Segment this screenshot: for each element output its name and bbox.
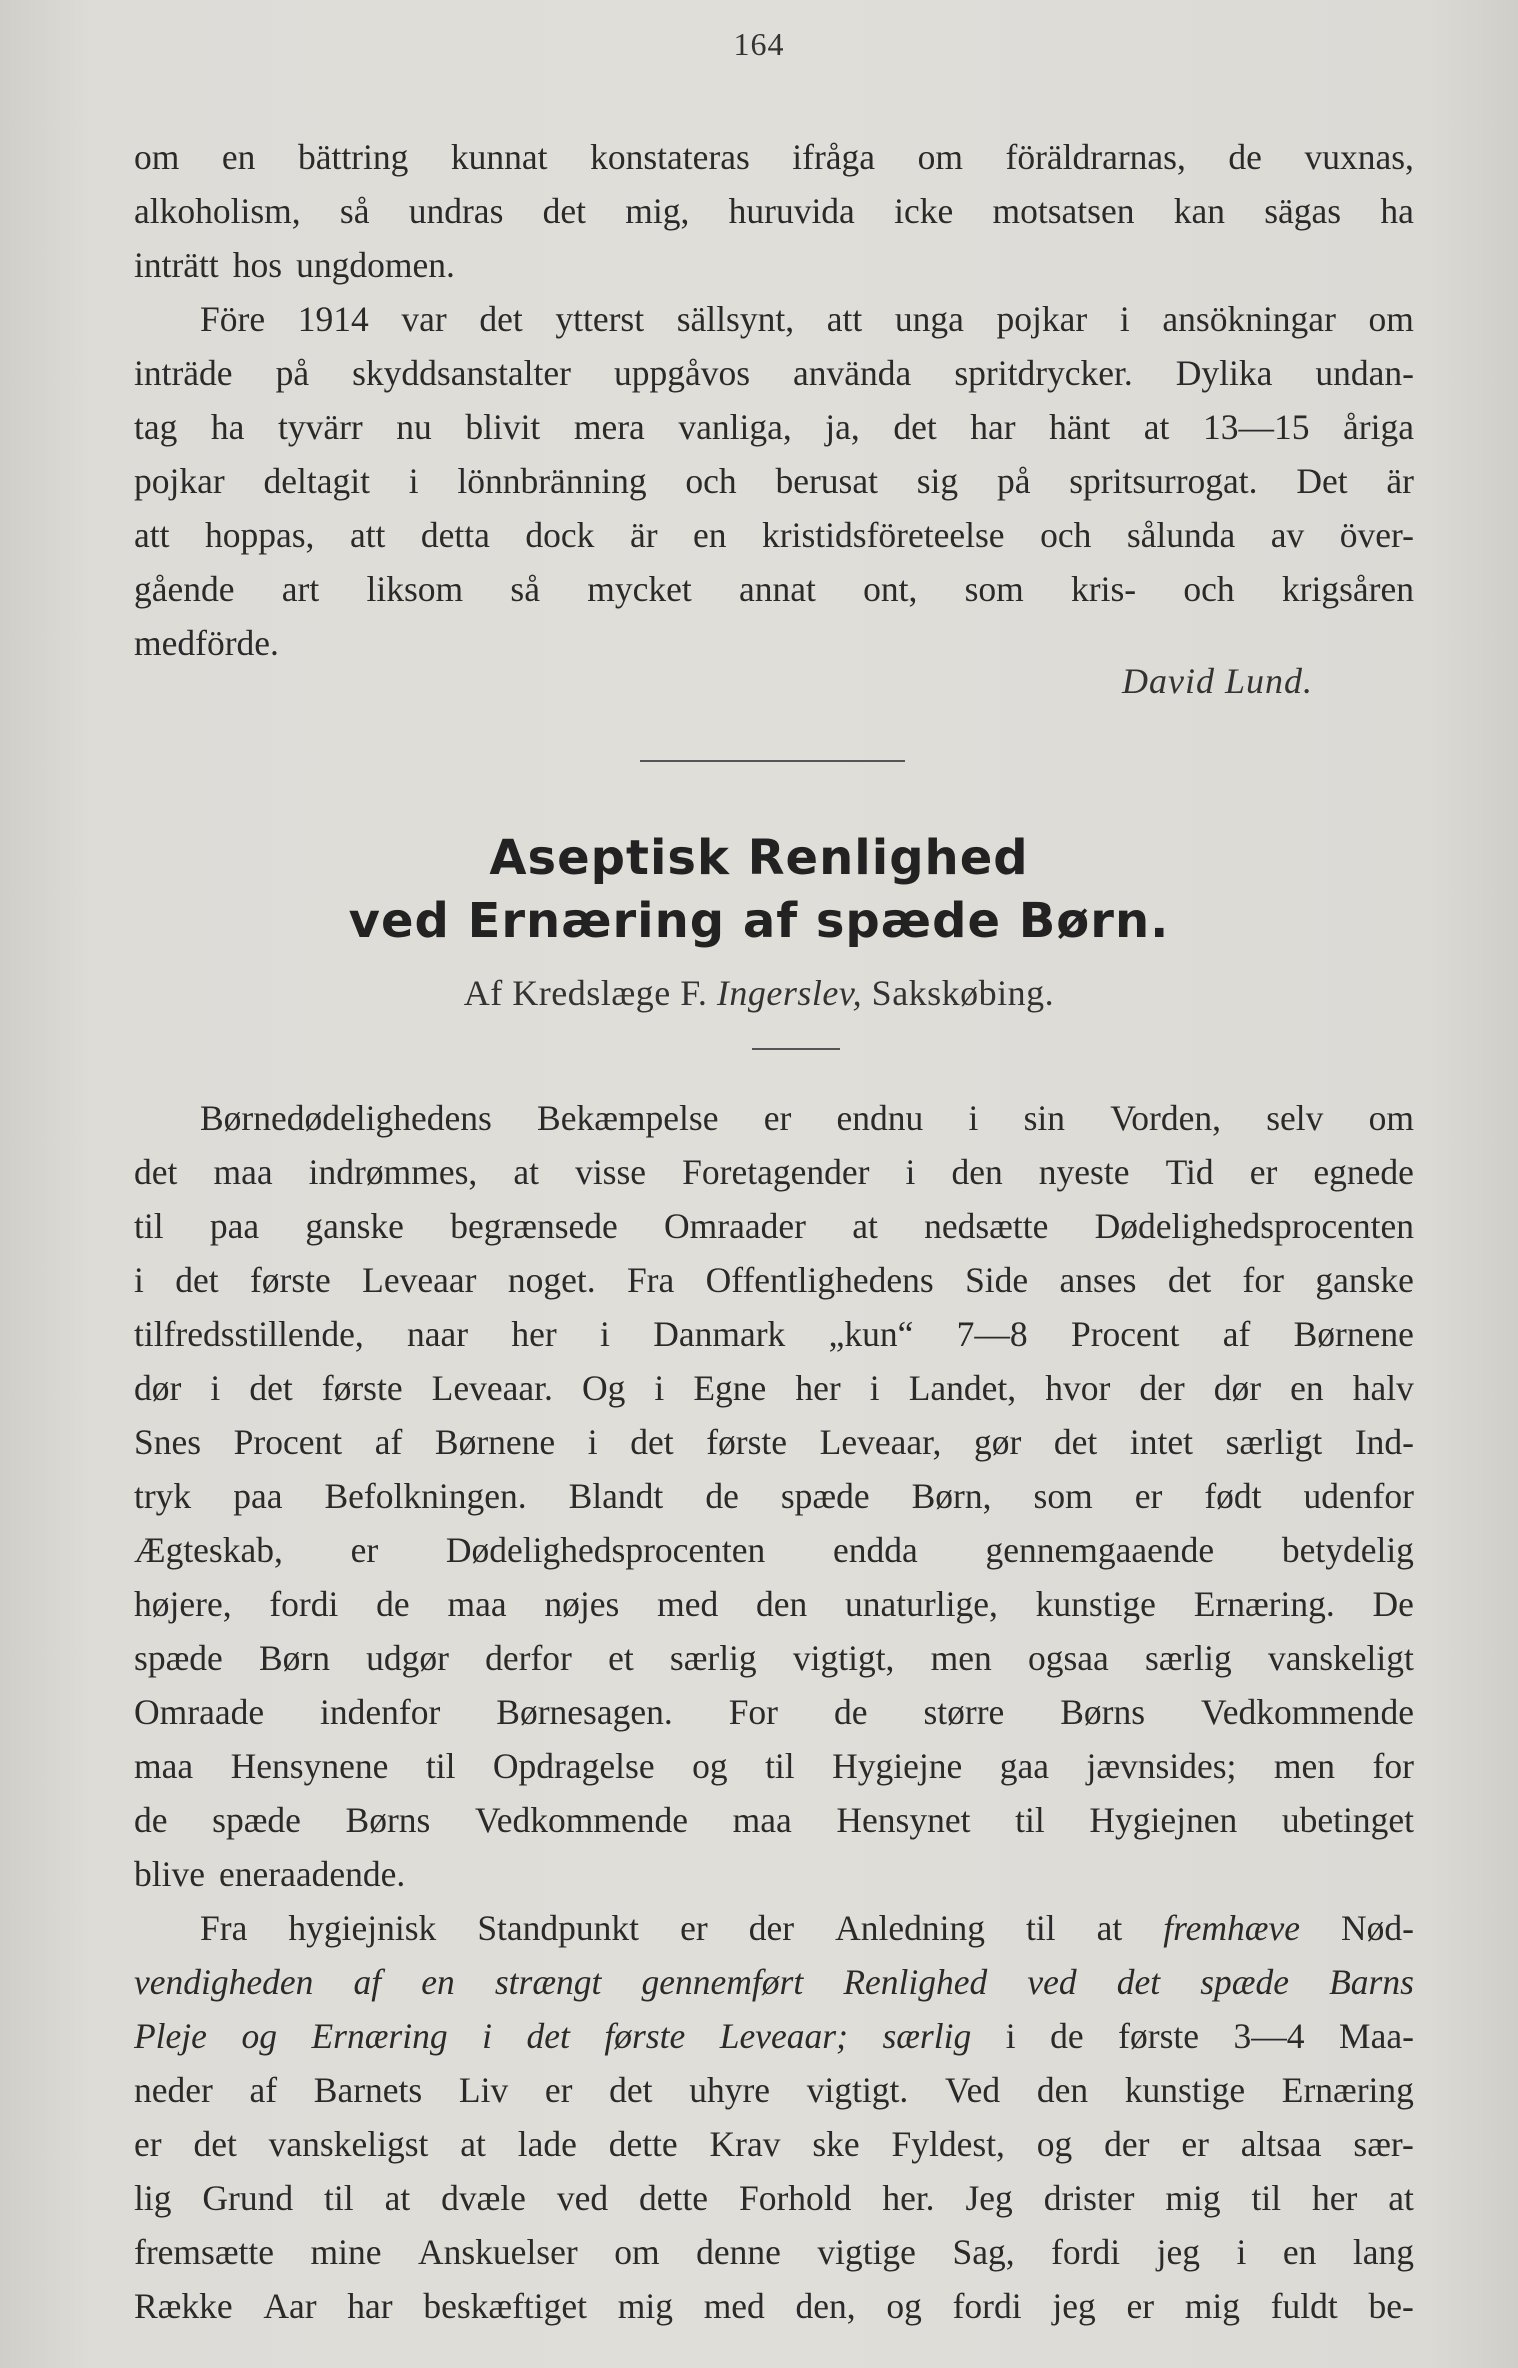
byline-prefix: Af Kredslæge F.	[463, 973, 708, 1013]
article-body-text	[134, 1091, 1414, 2333]
text-line: i det første Leveaar noget. Fra Offentlighedens Side anses det for ganske	[134, 1260, 1414, 1300]
page-number: 164	[733, 26, 785, 62]
article-title-line-2: ved Ernæring af spæde Børn.	[348, 893, 1170, 949]
text-line: tag ha tyvärr nu blivit mera vanliga, ja, det har hänt at 13—15 åriga	[134, 407, 1414, 447]
section-divider	[640, 760, 905, 762]
text-line: tryk paa Befolkningen. Blandt de spæde Børn, som er født udenfor	[134, 1476, 1414, 1516]
text-line: tilfredsstillende, naar her i Danmark „kun“ 7—8 Procent af Børnene	[134, 1314, 1414, 1354]
text-line: er det vanskeligst at lade dette Krav ske Fyldest, og der er altsaa sær-	[134, 2124, 1414, 2164]
text-line: Före 1914 var det ytterst sällsynt, att unga pojkar i ansökningar om	[200, 299, 1414, 339]
text-line: lig Grund til at dvæle ved dette Forhold her. Jeg drister mig til her at	[134, 2178, 1414, 2218]
text-line: Ægteskab, er Dødelighedsprocenten endda gennemgaaende betydelig	[134, 1530, 1414, 1570]
text-line: Snes Procent af Børnene i det første Leveaar, gør det intet særligt Ind-	[134, 1422, 1414, 1462]
text-line: Fra hygiejnisk Standpunkt er der Anledning til at fremhæve Nød-	[200, 1908, 1414, 1948]
text-line: neder af Barnets Liv er det uhyre vigtigt. Ved den kunstige Ernæring	[134, 2070, 1414, 2110]
text-line: vendigheden af en strængt gennemført Renlighed ved det spæde Barns	[134, 1962, 1414, 2002]
text-line: att hoppas, att detta dock är en kristidsföreteelse och sålunda av över-	[134, 515, 1414, 555]
text-line: til paa ganske begrænsede Omraader at nedsætte Dødelighedsprocenten	[134, 1206, 1414, 1246]
text-line: blive eneraadende.	[134, 1854, 406, 1894]
text-line: spæde Børn udgør derfor et særlig vigtigt, men ogsaa særlig vanskeligt	[134, 1638, 1414, 1678]
byline-divider	[752, 1048, 840, 1050]
article-byline	[0, 972, 1518, 1014]
text-line: Række Aar har beskæftiget mig med den, og fordi jeg er mig fuldt be-	[134, 2286, 1414, 2326]
text-line: Børnedødelighedens Bekæmpelse er endnu i sin Vorden, selv om	[200, 1098, 1414, 1138]
article-title-line-1: Aseptisk Renlighed	[489, 830, 1029, 886]
text-line: Omraade indenfor Børnesagen. For de større Børns Vedkommende	[134, 1692, 1414, 1732]
byline-place: Sakskøbing.	[871, 973, 1055, 1013]
text-line: Pleje og Ernæring i det første Leveaar; særlig i de første 3—4 Maa-	[134, 2016, 1414, 2056]
text-line: om en bättring kunnat konstateras ifråga om föräldrarnas, de vuxnas,	[134, 137, 1414, 177]
text-line: inträde på skyddsanstalter uppgåvos använda spritdrycker. Dylika undan-	[134, 353, 1414, 393]
text-line: dør i det første Leveaar. Og i Egne her i Landet, hvor der dør en halv	[134, 1368, 1414, 1408]
text-line: medförde.	[134, 623, 279, 663]
text-line: de spæde Børns Vedkommende maa Hensynet til Hygiejnen ubetinget	[134, 1800, 1414, 1840]
text-line: pojkar deltagit i lönnbränning och berusat sig på spritsurrogat. Det är	[134, 461, 1414, 501]
text-line: alkoholism, så undras det mig, huruvida icke motsatsen kan sägas ha	[134, 191, 1414, 231]
text-line: det maa indrømmes, at visse Foretagender i den nyeste Tid er egnede	[134, 1152, 1414, 1192]
signature: David Lund.	[1122, 661, 1313, 701]
prev-article-text	[134, 130, 1414, 670]
byline-author: Ingerslev,	[716, 973, 863, 1013]
text-line: inträtt hos ungdomen.	[134, 245, 455, 285]
text-line: maa Hensynene til Opdragelse og til Hygiejne gaa jævnsides; men for	[134, 1746, 1414, 1786]
text-line: højere, fordi de maa nøjes med den unaturlige, kunstige Ernæring. De	[134, 1584, 1414, 1624]
text-line: fremsætte mine Anskuelser om denne vigtige Sag, fordi jeg i en lang	[134, 2232, 1414, 2272]
text-line: gående art liksom så mycket annat ont, som kris- och krigsåren	[134, 569, 1414, 609]
